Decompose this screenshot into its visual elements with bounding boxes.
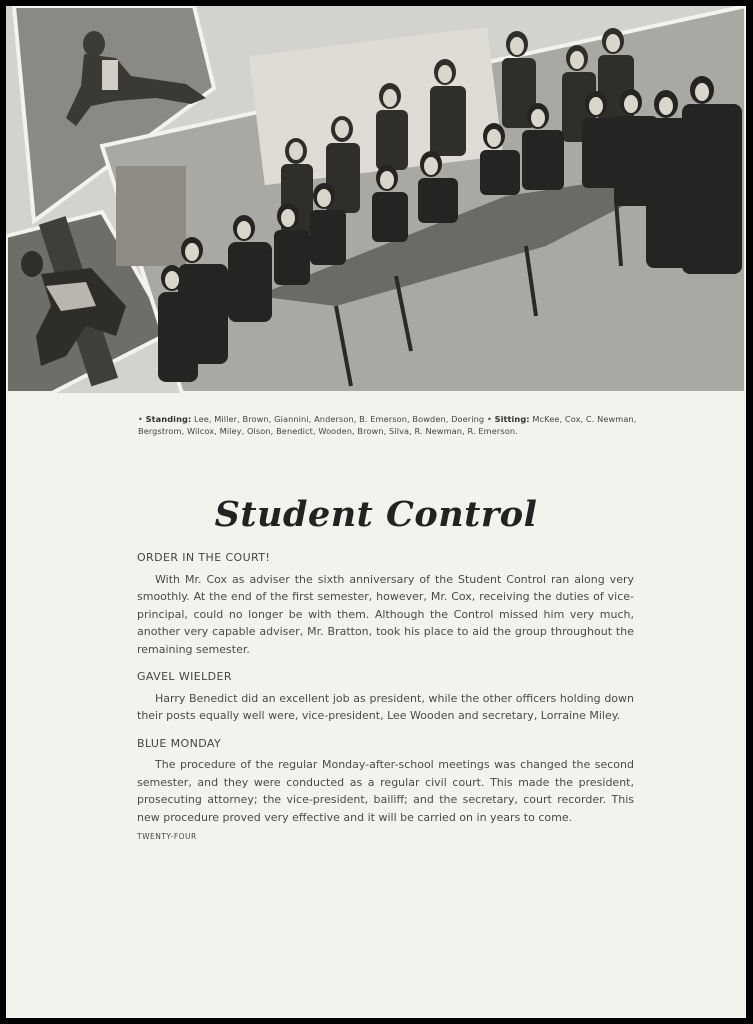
yearbook-page bbox=[6, 6, 746, 1018]
caption-sitting-names: McKee, Cox, C. Newman, Bergstrom, Wilcox, Miley, Olson, Benedict, Wooden, Brown, Silva, R. Newman, R. Emerson. bbox=[138, 414, 637, 436]
caption-sitting-label: Sitting: bbox=[494, 414, 530, 424]
section-heading: BLUE MONDAY bbox=[137, 736, 222, 750]
article-body bbox=[137, 549, 634, 846]
bullet-icon: • bbox=[138, 414, 143, 424]
page-number-label: TWENTY-FOUR bbox=[137, 832, 197, 841]
photo-caption bbox=[138, 413, 638, 437]
caption-standing-names: Lee, Miller, Brown, Giannini, Anderson, B. Emerson, Bowden, Doering bbox=[194, 414, 485, 424]
section-paragraph: With Mr. Cox as adviser the sixth anniversary of the Student Control ran along very smoothly. At the end of the first semester, however, Mr. Cox, receiving the duties of vice-principal, could no longer be with them. Although the Control missed him very much, another very capable adviser, Mr. Bratton, took his place to aid the group throughout the remaining semester. bbox=[137, 572, 634, 656]
photo-collage bbox=[6, 6, 746, 393]
caption-standing-label: Standing: bbox=[145, 414, 192, 424]
bullet-icon: • bbox=[486, 414, 492, 424]
section-heading: ORDER IN THE COURT! bbox=[137, 551, 271, 564]
section-paragraph: Harry Benedict did an excellent job as president, while the other officers holding down their posts equally well were, vice-president, Lee Wooden and secretary, Lorraine Miley. bbox=[137, 691, 634, 722]
page-title: Student Control bbox=[214, 494, 538, 535]
section-paragraph: The procedure of the regular Monday-after-school meetings was changed the second semester, and they were conducted as a regular civil court. This made the president, prosecuting attorney; the vice-president, bailiff; and the secretary, court recorder. This new procedure proved very effective and it will be carried on in years to come. bbox=[137, 758, 634, 824]
section-heading: GAVEL WIELDER bbox=[137, 670, 232, 683]
